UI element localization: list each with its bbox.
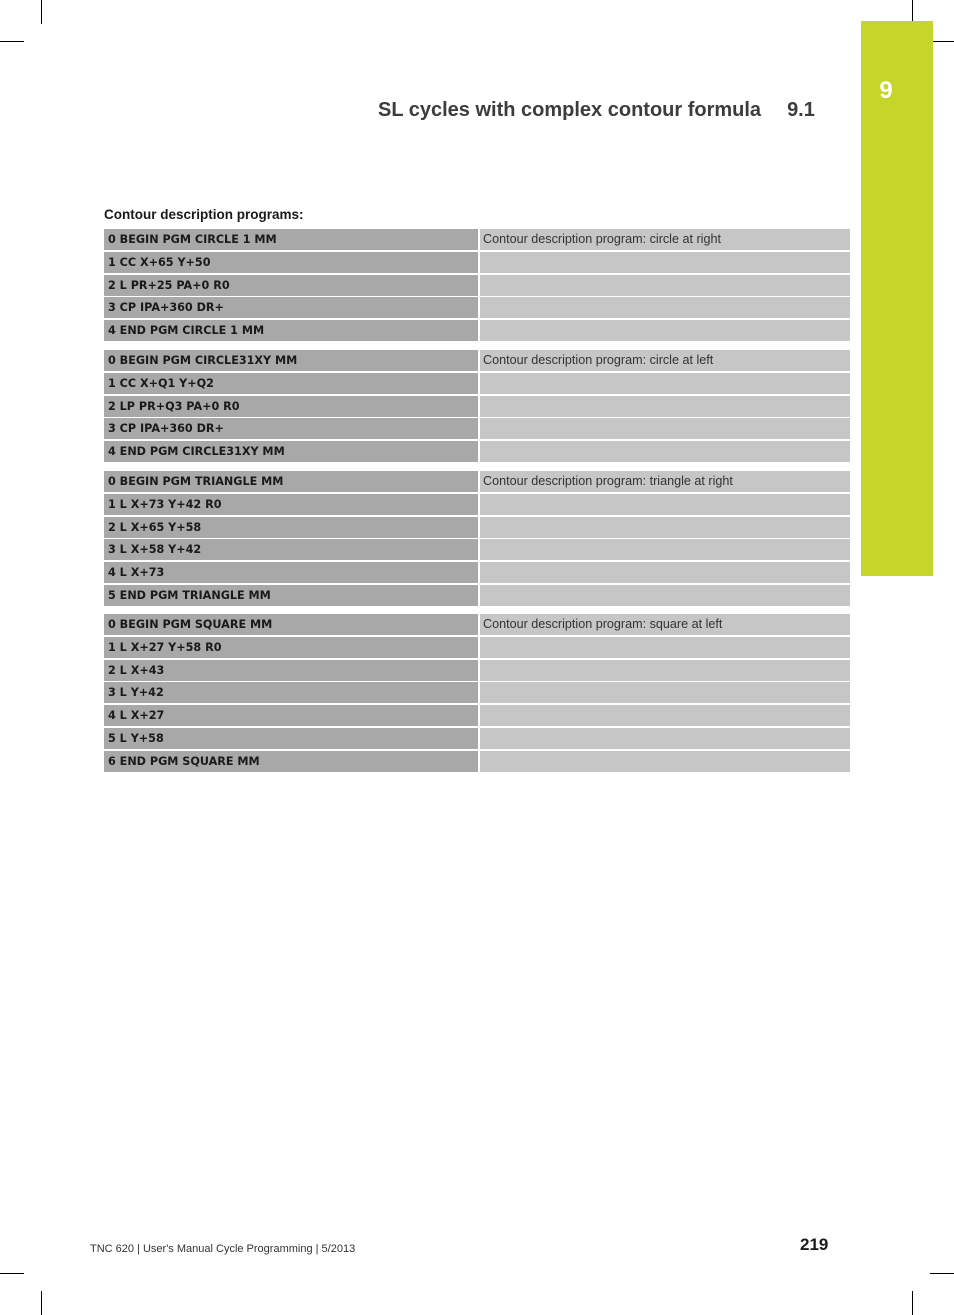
comment-cell: Contour description program: square at left — [480, 614, 850, 635]
table-row — [104, 637, 850, 658]
nc-code-cell: 1 L X+73 Y+42 R0 — [104, 494, 478, 515]
nc-code-cell: 5 END PGM TRIANGLE MM — [104, 585, 478, 606]
comment-cell — [480, 562, 850, 583]
table-row — [104, 728, 850, 749]
table-row — [104, 373, 850, 394]
running-header — [378, 99, 815, 122]
table-row — [104, 252, 850, 273]
nc-code-cell: 0 BEGIN PGM CIRCLE 1 MM — [104, 229, 478, 250]
comment-cell — [480, 585, 850, 606]
nc-code-cell: 5 L Y+58 — [104, 728, 478, 749]
nc-code-cell: 2 LP PR+Q3 PA+0 R0 — [104, 396, 478, 417]
nc-code-cell: 0 BEGIN PGM SQUARE MM — [104, 614, 478, 635]
table-row — [104, 441, 850, 462]
comment-cell — [480, 517, 850, 538]
chapter-number: 9 — [879, 77, 893, 104]
comment-cell — [480, 297, 850, 318]
crop-mark — [930, 1273, 954, 1274]
comment-cell — [480, 320, 850, 341]
nc-code-cell: 4 END PGM CIRCLE 1 MM — [104, 320, 478, 341]
table-row — [104, 275, 850, 296]
table-row — [104, 350, 850, 371]
nc-code-cell: 4 L X+27 — [104, 705, 478, 726]
table-row — [104, 494, 850, 515]
table-row — [104, 614, 850, 635]
nc-code-cell: 1 CC X+Q1 Y+Q2 — [104, 373, 478, 394]
crop-mark — [41, 1291, 42, 1315]
comment-cell — [480, 373, 850, 394]
table-row — [104, 517, 850, 538]
crop-mark — [0, 1273, 24, 1274]
nc-code-cell: 0 BEGIN PGM CIRCLE31XY MM — [104, 350, 478, 371]
comment-cell — [480, 252, 850, 273]
table-row — [104, 229, 850, 250]
nc-code-cell: 1 CC X+65 Y+50 — [104, 252, 478, 273]
comment-cell: Contour description program: circle at left — [480, 350, 850, 371]
nc-code-cell: 2 L X+43 — [104, 660, 478, 681]
comment-cell — [480, 682, 850, 703]
footer-text: TNC 620 | User's Manual Cycle Programming | 5/2013 — [90, 1243, 356, 1255]
comment-cell: Contour description program: circle at right — [480, 229, 850, 250]
comment-cell — [480, 705, 850, 726]
table-row — [104, 682, 850, 703]
nc-code-cell: 3 L Y+42 — [104, 682, 478, 703]
table-row — [104, 539, 850, 560]
comment-cell — [480, 539, 850, 560]
section-title: Contour description programs: — [104, 207, 304, 222]
comment-cell: Contour description program: triangle at right — [480, 471, 850, 492]
program-table — [104, 350, 850, 464]
nc-code-cell: 3 CP IPA+360 DR+ — [104, 418, 478, 439]
comment-cell — [480, 441, 850, 462]
crop-mark — [912, 1291, 913, 1315]
comment-cell — [480, 494, 850, 515]
header-section: 9.1 — [787, 99, 815, 121]
comment-cell — [480, 728, 850, 749]
table-row — [104, 751, 850, 772]
comment-cell — [480, 275, 850, 296]
comment-cell — [480, 637, 850, 658]
nc-code-cell: 3 CP IPA+360 DR+ — [104, 297, 478, 318]
table-row — [104, 471, 850, 492]
page-number: 219 — [800, 1235, 829, 1254]
nc-code-cell: 2 L PR+25 PA+0 R0 — [104, 275, 478, 296]
chapter-tab — [861, 21, 933, 576]
program-table — [104, 229, 850, 343]
table-row — [104, 660, 850, 681]
nc-code-cell: 0 BEGIN PGM TRIANGLE MM — [104, 471, 478, 492]
nc-code-cell: 4 END PGM CIRCLE31XY MM — [104, 441, 478, 462]
comment-cell — [480, 660, 850, 681]
nc-code-cell: 4 L X+73 — [104, 562, 478, 583]
table-row — [104, 705, 850, 726]
comment-cell — [480, 751, 850, 772]
table-row — [104, 396, 850, 417]
nc-code-cell: 3 L X+58 Y+42 — [104, 539, 478, 560]
table-row — [104, 562, 850, 583]
crop-mark — [0, 41, 24, 42]
comment-cell — [480, 396, 850, 417]
crop-mark — [930, 41, 954, 42]
table-row — [104, 418, 850, 439]
crop-mark — [41, 0, 42, 24]
nc-code-cell: 1 L X+27 Y+58 R0 — [104, 637, 478, 658]
comment-cell — [480, 418, 850, 439]
program-table — [104, 614, 850, 774]
table-row — [104, 297, 850, 318]
nc-code-cell: 6 END PGM SQUARE MM — [104, 751, 478, 772]
table-row — [104, 585, 850, 606]
program-table — [104, 471, 850, 608]
nc-code-cell: 2 L X+65 Y+58 — [104, 517, 478, 538]
header-title: SL cycles with complex contour formula — [378, 99, 762, 121]
table-row — [104, 320, 850, 341]
